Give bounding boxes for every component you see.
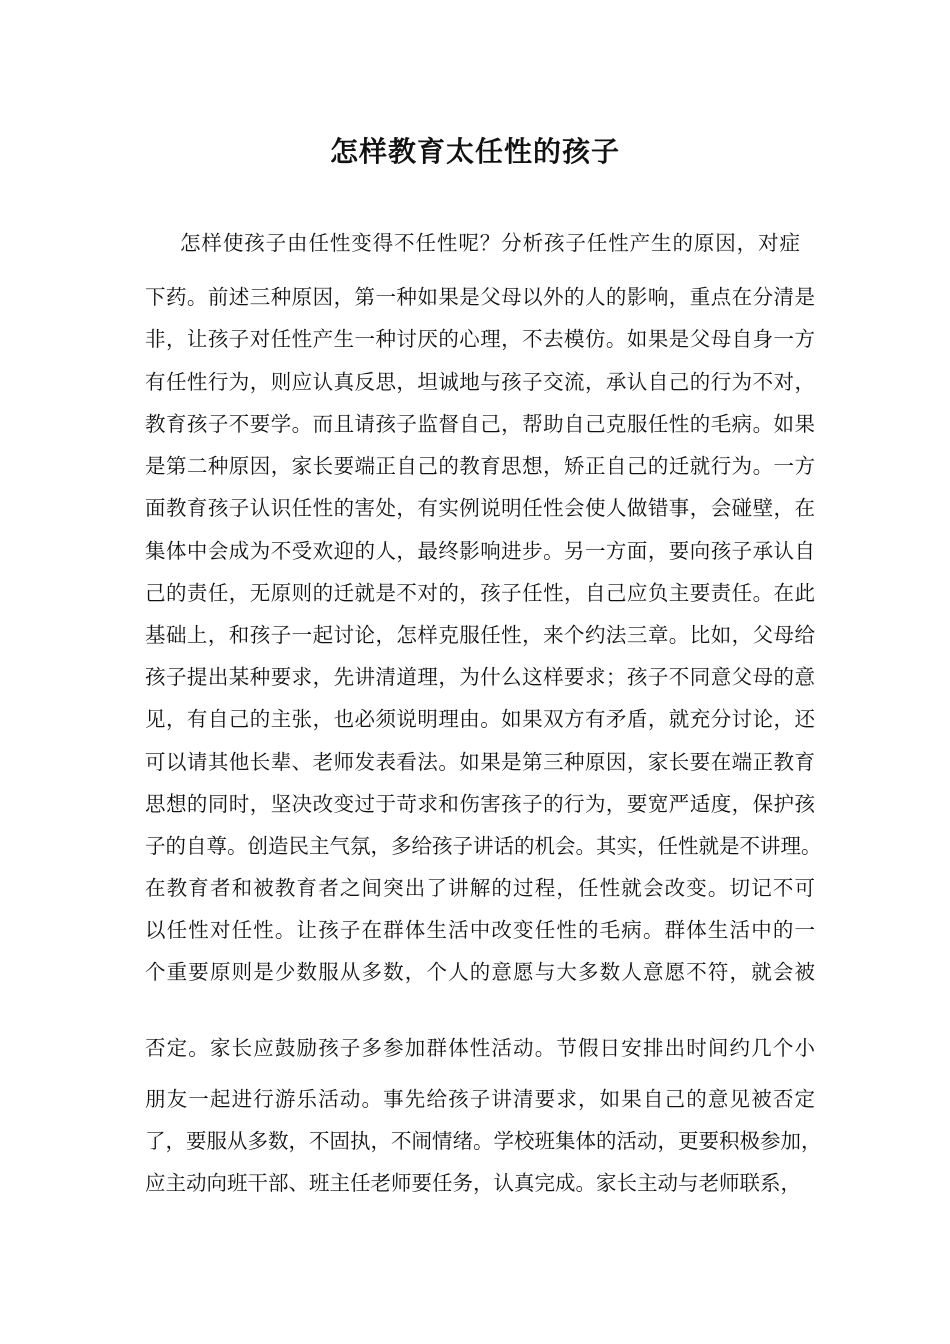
paragraph-line: 在教育者和被教育者之间突出了讲解的过程，任性就会改变。切记不可 [145, 876, 815, 900]
paragraph-line: 集体中会成为不受欢迎的人，最终影响进步。另一方面，要向孩子承认自 [145, 539, 815, 563]
paragraph-line: 面教育孩子认识任性的害处，有实例说明任性会使人做错事，会碰壁，在 [145, 496, 815, 520]
paragraph-line: 是第二种原因，家长要端正自己的教育思想，矫正自己的迁就行为。一方 [145, 454, 815, 478]
paragraph-line: 怎样使孩子由任性变得不任性呢？分析孩子任性产生的原因，对症 [180, 231, 800, 255]
paragraph-line: 子的自尊。创造民主气氛，多给孩子讲话的机会。其实，任性就是不讲理。 [145, 834, 822, 858]
paragraph-line: 可以请其他长辈、老师发表看法。如果是第三种原因，家长要在端正教育 [145, 750, 815, 774]
paragraph-line: 有任性行为，则应认真反思，坦诚地与孩子交流，承认自己的行为不对， [145, 370, 815, 394]
paragraph-line: 孩子提出某种要求，先讲清道理，为什么这样要求；孩子不同意父母的意 [145, 665, 815, 689]
paragraph-line: 非，让孩子对任性产生一种讨厌的心理，不去模仿。如果是父母自身一方 [145, 327, 815, 351]
paragraph-line: 否定。家长应鼓励孩子多参加群体性活动。节假日安排出时间约几个小 [145, 1036, 815, 1060]
paragraph-line: 了，要服从多数，不固执，不闹情绪。学校班集体的活动，更要积极参加， [145, 1129, 822, 1153]
document-title: 怎样教育太任性的孩子 [329, 135, 620, 168]
paragraph-line: 见，有自己的主张，也必须说明理由。如果双方有矛盾，就充分讨论，还 [145, 707, 815, 731]
paragraph-line: 思想的同时，坚决改变过于苛求和伤害孩子的行为，要宽严适度，保护孩 [145, 792, 815, 816]
paragraph-line: 己的责任，无原则的迁就是不对的，孩子任性，自己应负主要责任。在此 [145, 581, 815, 605]
paragraph-line: 应主动向班干部、班主任老师要任务，认真完成。家长主动与老师联系， [145, 1171, 801, 1195]
paragraph-line: 以任性对任性。让孩子在群体生活中改变任性的毛病。群体生活中的一 [145, 918, 815, 942]
paragraph-line: 教育孩子不要学。而且请孩子监督自己，帮助自己克服任性的毛病。如果 [145, 412, 815, 436]
paragraph-line: 个重要原则是少数服从多数，个人的意愿与大多数人意愿不符，就会被 [145, 960, 815, 984]
paragraph-line: 下药。前述三种原因，第一种如果是父母以外的人的影响，重点在分清是 [145, 285, 815, 309]
paragraph-line: 基础上，和孩子一起讨论，怎样克服任性，来个约法三章。比如，父母给 [145, 623, 815, 647]
paragraph-line: 朋友一起进行游乐活动。事先给孩子讲清要求，如果自己的意见被否定 [145, 1087, 815, 1111]
